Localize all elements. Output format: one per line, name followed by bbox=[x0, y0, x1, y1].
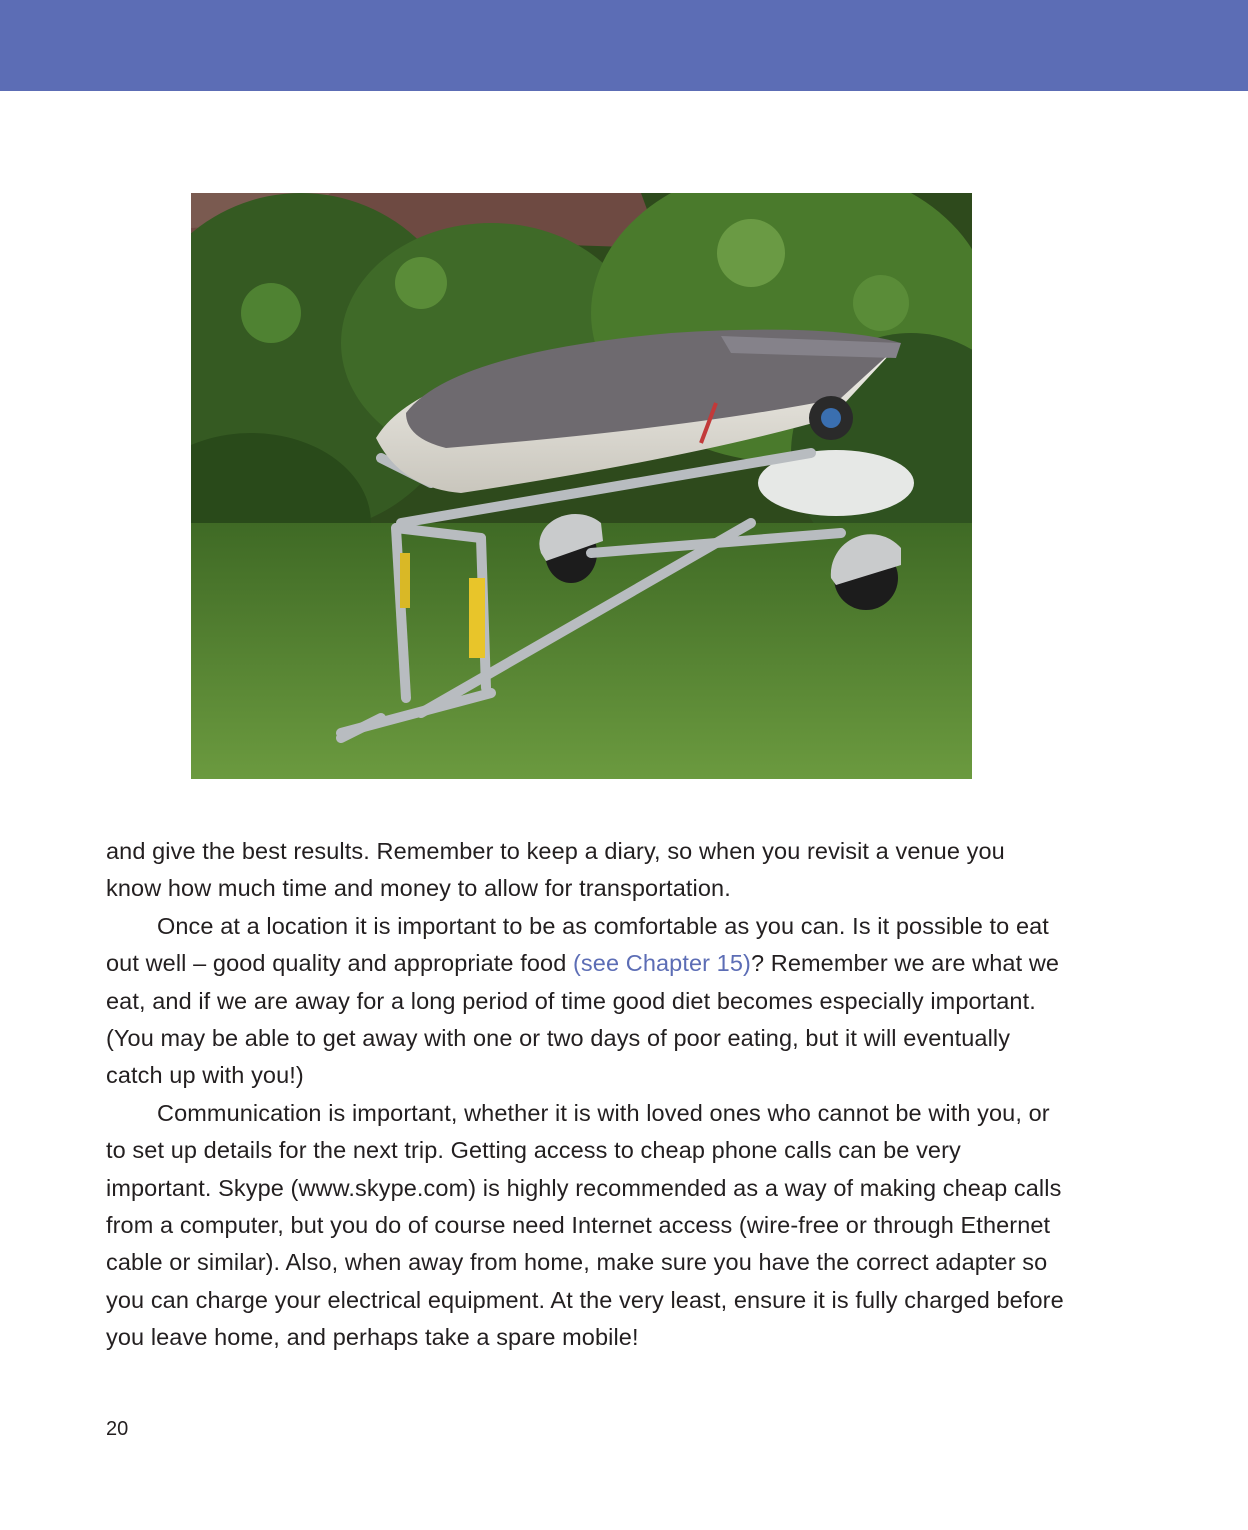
paragraph-2-text-end: ? Remember we are what we eat, and if we are away for a long period of time good diet becomes especially important. (You may be able to get away with one or two days of poor eating, but it will eventually catch up with you!) bbox=[106, 950, 1060, 1089]
chapter-15-reference-link[interactable]: (see Chapter 15) bbox=[573, 950, 751, 977]
paragraph-2-text-start: Once at a location it is important to be as comfortable as you can. Is it possible to eat out well – good quality and appropriate food bbox=[106, 912, 1049, 977]
paragraph-3: Communication is important, whether it is with loved ones who cannot be with you, or to set up details for the next trip. Getting access to cheap phone calls can be very important. Skype (www.skype.com) is highly recommended as a way of making cheap calls from a computer, but you do of course need Internet access (wire-free or through Ethernet cable or similar). Also, when away from home, make sure you have the correct adapter so you can charge your electrical equipment. At the very least, ensure it is fully charged before you leave home, and perhaps take a spare mobile! bbox=[106, 1099, 1064, 1351]
header-band bbox=[0, 0, 1248, 91]
boat-trailer-illustration bbox=[191, 193, 972, 779]
paragraph-2 bbox=[106, 908, 1066, 1095]
boat-trailer-photo bbox=[191, 193, 972, 779]
page-number: 20 bbox=[106, 1418, 129, 1440]
body-text bbox=[106, 833, 1066, 1357]
paragraph-1: and give the best results. Remember to keep a diary, so when you revisit a venue you know how much time and money to allow for transportation. bbox=[106, 838, 1005, 902]
